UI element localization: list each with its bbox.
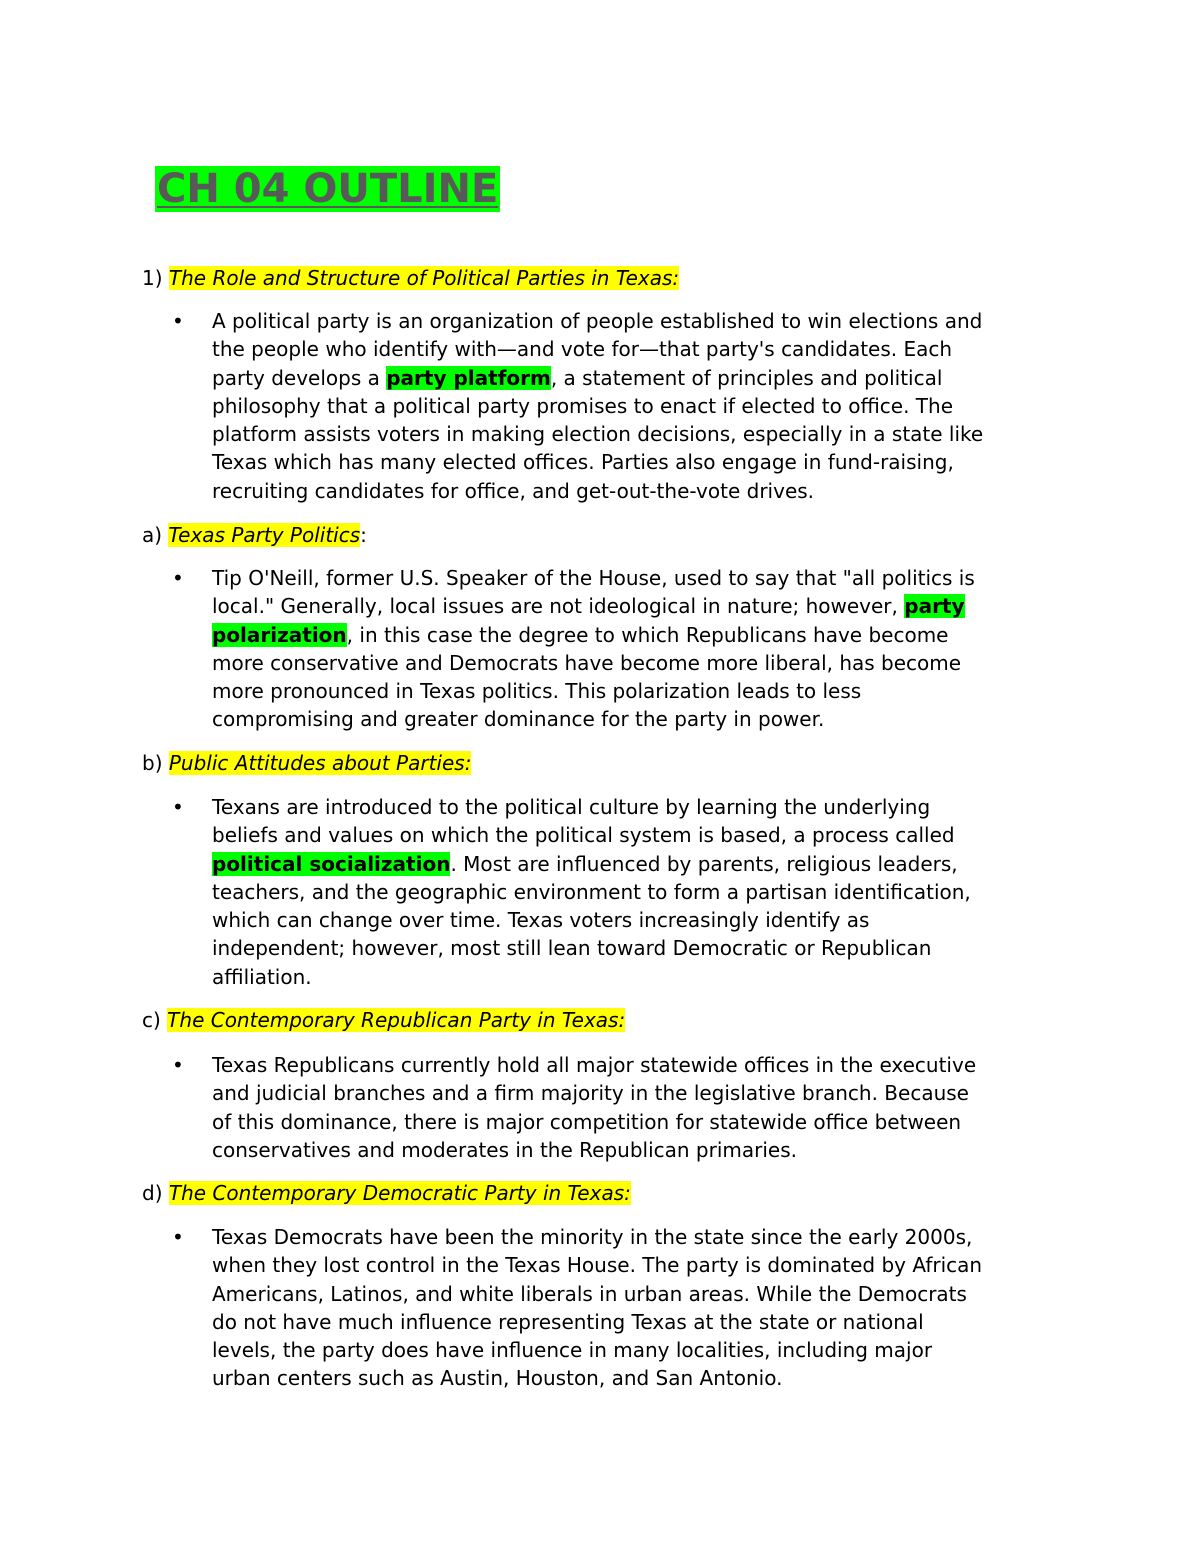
bullet-text-before: Texas Republicans currently hold all major statewide offices in the executive and judicial branches and a firm majority in the legislative branch. Because of this dominance, there is major competition for statewide office between conservatives and moderates in the Republican primaries. — [212, 1053, 977, 1162]
bullet-text — [212, 564, 1062, 734]
bullet-icon: • — [172, 1053, 184, 1077]
bullet-text-after: , in this case the degree to which Republicans have become more conservative and Democrats have become more liberal, has become more pronounced in Texas politics. This polarization leads to less compromising and greater dominance for the party in power. — [212, 622, 962, 732]
section-marker: d) — [142, 1181, 163, 1205]
section-marker: c) — [142, 1008, 161, 1032]
bullet-item-democratic-party — [172, 1223, 1062, 1393]
bullet-item-republican-party — [172, 1051, 1062, 1164]
bullet-text-after: . Most are influenced by parents, religious leaders, teachers, and the geographic environment to form a partisan identification, which can change over time. Texas voters increasingly identify as independent; however, most still lean toward Democratic or Republican affiliation. — [212, 851, 971, 989]
bullet-text-before: Tip O'Neill, former U.S. Speaker of the House, used to say that "all politics is local." Generally, local issues are not ideological in nature; however, — [212, 566, 975, 619]
bullet-text-before: Texans are introduced to the political culture by learning the underlying beliefs and values on which the political system is based, a process called — [212, 795, 955, 848]
section-marker: a) — [142, 523, 163, 547]
key-term: party polarization — [212, 594, 965, 647]
section-heading-public-attitudes — [142, 749, 471, 777]
section-heading-suffix: : — [360, 523, 367, 547]
section-marker: 1) — [142, 266, 163, 290]
key-term: political socialization — [212, 851, 451, 876]
bullet-icon: • — [172, 795, 184, 819]
bullet-icon: • — [172, 566, 184, 590]
section-heading-text: Public Attitudes about Parties — [168, 751, 465, 775]
title-highlight: CH 04 OUTLINE — [157, 166, 499, 212]
section-heading-text: The Contemporary Republican Party in Texas: — [167, 1008, 626, 1032]
section-heading-democratic-party — [142, 1179, 631, 1207]
bullet-text-after: , a statement of principles and political philosophy that a political party promises to enact if elected to office. The platform assists voters in making election decisions, especially in a state like Texas which has many elected offices. Parties also engage in fund-raising, recruiting candidates for office, and get-out-the-vote drives. — [212, 365, 984, 503]
bullet-item-party-politics — [172, 564, 1062, 734]
bullet-item-role-structure — [172, 307, 1062, 505]
bullet-text — [212, 793, 1062, 991]
section-heading-republican-party — [142, 1006, 625, 1034]
bullet-icon: • — [172, 1225, 184, 1249]
section-heading-text: The Contemporary Democratic Party in Texas: — [168, 1181, 631, 1205]
bullet-text — [212, 1223, 1062, 1393]
section-heading-role-structure — [142, 264, 679, 292]
bullet-text — [212, 1051, 1062, 1164]
bullet-text — [212, 307, 1062, 505]
bullet-item-public-attitudes — [172, 793, 1062, 991]
key-term: party platform — [386, 365, 551, 390]
bullet-text-before: A political party is an organization of people established to win elections and the people who identify with—and vote for—that party's candidates. Each party develops a — [212, 309, 983, 390]
section-heading-party-politics — [142, 521, 367, 549]
section-heading-text: The Role and Structure of Political Parties in Texas: — [168, 266, 680, 290]
section-heading-text: Texas Party Politics — [168, 523, 361, 547]
section-heading-suffix: : — [464, 751, 472, 775]
bullet-icon: • — [172, 309, 184, 333]
bullet-text-before: Texas Democrats have been the minority in the state since the early 2000s, when they lost control in the Texas House. The party is dominated by African Americans, Latinos, and white liberals in urban areas. While the Democrats do not have much influence representing Texas at the state or national levels, the party does have influence in many localities, including major urban centers such as Austin, Houston, and San Antonio. — [212, 1225, 983, 1391]
page-title — [155, 160, 500, 218]
section-marker: b) — [142, 751, 163, 775]
